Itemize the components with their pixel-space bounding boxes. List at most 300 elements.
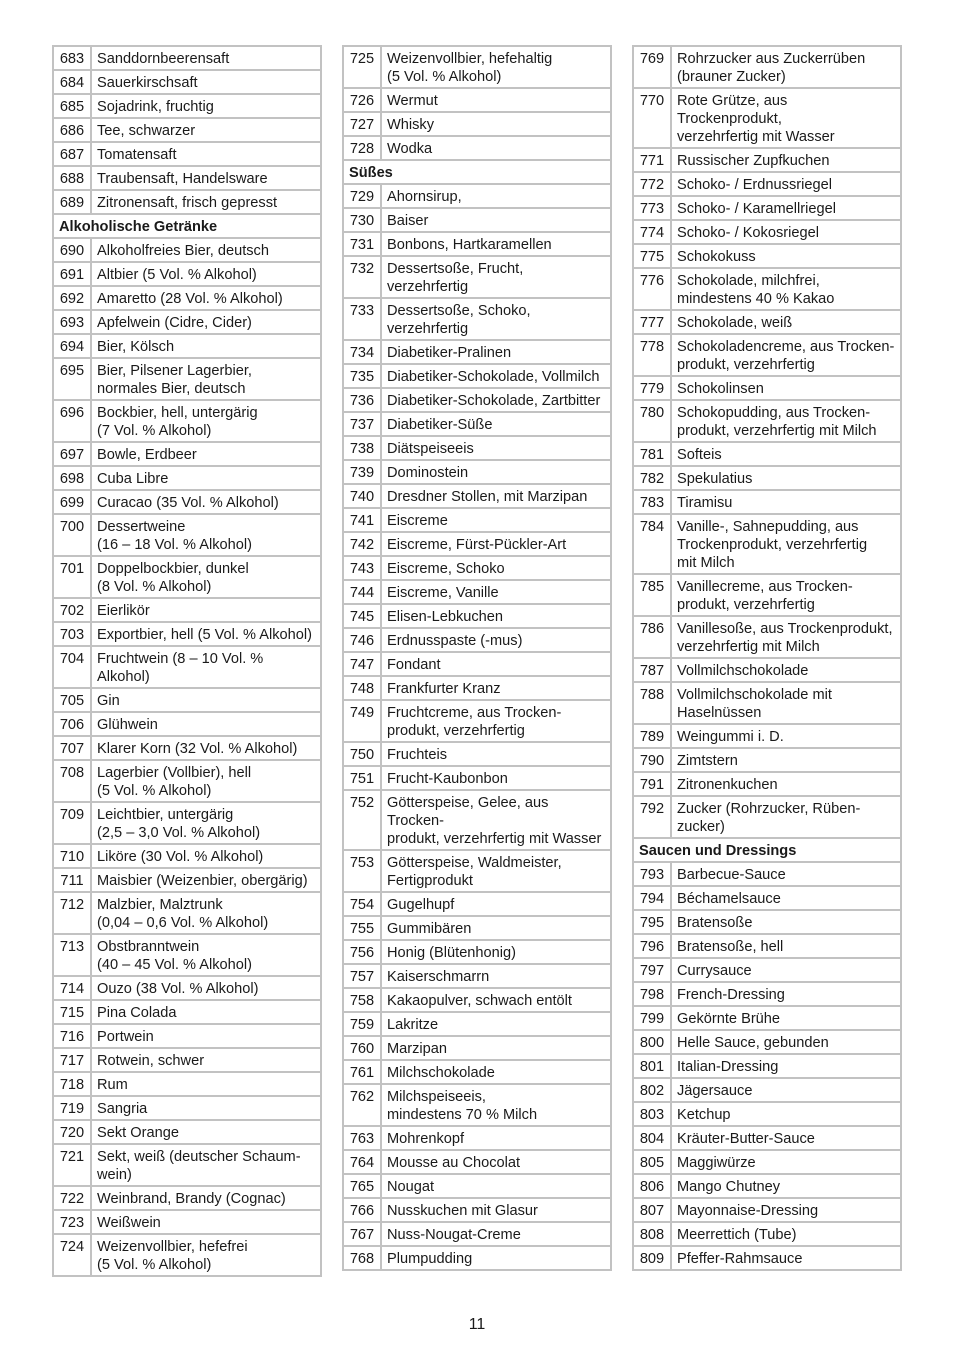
- table-row: [633, 1150, 901, 1174]
- item-name: Baiser: [381, 208, 611, 232]
- item-name: Rum: [91, 1072, 321, 1096]
- item-name: Portwein: [91, 1024, 321, 1048]
- table-row: [633, 376, 901, 400]
- item-number: 755: [343, 916, 381, 940]
- item-name: Dessertweine (16 – 18 Vol. % Alkohol): [91, 514, 321, 556]
- item-number: 743: [343, 556, 381, 580]
- table-row: [633, 1030, 901, 1054]
- food-table-1: [52, 45, 322, 1277]
- column-2: [342, 45, 612, 1271]
- item-number: 735: [343, 364, 381, 388]
- item-number: 764: [343, 1150, 381, 1174]
- item-number: 781: [633, 442, 671, 466]
- item-number: 805: [633, 1150, 671, 1174]
- table-row: [633, 1198, 901, 1222]
- table-row: [633, 1102, 901, 1126]
- item-number: 796: [633, 934, 671, 958]
- item-number: 753: [343, 850, 381, 892]
- item-number: 733: [343, 298, 381, 340]
- item-number: 683: [53, 46, 91, 70]
- table-row: [633, 268, 901, 310]
- item-number: 729: [343, 184, 381, 208]
- item-name: Bowle, Erdbeer: [91, 442, 321, 466]
- item-number: 724: [53, 1234, 91, 1276]
- item-name: Weizenvollbier, hefehaltig (5 Vol. % Alkohol): [381, 46, 611, 88]
- item-name: Russischer Zupfkuchen: [671, 148, 901, 172]
- table-row: [53, 802, 321, 844]
- table-row: [343, 580, 611, 604]
- table-row: [343, 1036, 611, 1060]
- table-row: [633, 196, 901, 220]
- table-row: [633, 982, 901, 1006]
- table-row: [633, 658, 901, 682]
- item-number: 797: [633, 958, 671, 982]
- item-number: 741: [343, 508, 381, 532]
- item-name: Schoko- / Kokosriegel: [671, 220, 901, 244]
- item-name: Diabetiker-Schokolade, Vollmilch: [381, 364, 611, 388]
- item-number: 749: [343, 700, 381, 742]
- table-row: [343, 112, 611, 136]
- item-number: 778: [633, 334, 671, 376]
- item-number: 744: [343, 580, 381, 604]
- item-name: Bier, Pilsener Lagerbier, normales Bier, deutsch: [91, 358, 321, 400]
- item-name: Dominostein: [381, 460, 611, 484]
- table-row: [633, 220, 901, 244]
- table-row: [53, 466, 321, 490]
- item-name: Frankfurter Kranz: [381, 676, 611, 700]
- table-row: [633, 310, 901, 334]
- item-number: 691: [53, 262, 91, 286]
- item-number: 740: [343, 484, 381, 508]
- item-name: Kräuter-Butter-Sauce: [671, 1126, 901, 1150]
- table-row: [343, 766, 611, 790]
- table-row: [53, 142, 321, 166]
- item-name: Gin: [91, 688, 321, 712]
- item-number: 802: [633, 1078, 671, 1102]
- table-row: [343, 436, 611, 460]
- item-number: 782: [633, 466, 671, 490]
- table-row: [53, 238, 321, 262]
- table-row: [53, 736, 321, 760]
- item-number: 794: [633, 886, 671, 910]
- item-number: 758: [343, 988, 381, 1012]
- item-name: Schokoladencreme, aus Trocken- produkt, verzehrfertig: [671, 334, 901, 376]
- item-number: 779: [633, 376, 671, 400]
- item-name: Klarer Korn (32 Vol. % Alkohol): [91, 736, 321, 760]
- item-name: Schokolinsen: [671, 376, 901, 400]
- table-row: [53, 844, 321, 868]
- table-row: [53, 286, 321, 310]
- item-number: 751: [343, 766, 381, 790]
- table-row: [53, 334, 321, 358]
- item-name: Apfelwein (Cidre, Cider): [91, 310, 321, 334]
- item-number: 723: [53, 1210, 91, 1234]
- item-name: Eiscreme, Vanille: [381, 580, 611, 604]
- item-name: Sauerkirschsaft: [91, 70, 321, 94]
- table-row: [343, 1222, 611, 1246]
- table-row: [633, 466, 901, 490]
- section-heading: Alkoholische Getränke: [53, 214, 321, 238]
- table-row: [53, 646, 321, 688]
- table-row: [343, 484, 611, 508]
- table-row: [633, 886, 901, 910]
- item-number: 692: [53, 286, 91, 310]
- table-row: [343, 508, 611, 532]
- table-row: [343, 916, 611, 940]
- item-name: Nuss-Nougat-Creme: [381, 1222, 611, 1246]
- item-name: Vollmilchschokolade: [671, 658, 901, 682]
- item-name: Bratensoße, hell: [671, 934, 901, 958]
- table-row: [343, 136, 611, 160]
- item-number: 739: [343, 460, 381, 484]
- item-number: 768: [343, 1246, 381, 1270]
- item-name: Lakritze: [381, 1012, 611, 1036]
- table-row: [343, 892, 611, 916]
- table-row: [53, 1096, 321, 1120]
- item-number: 776: [633, 268, 671, 310]
- table-row: [343, 604, 611, 628]
- item-name: Liköre (30 Vol. % Alkohol): [91, 844, 321, 868]
- item-name: Milchspeiseeis, mindestens 70 % Milch: [381, 1084, 611, 1126]
- item-number: 684: [53, 70, 91, 94]
- item-name: Eiscreme: [381, 508, 611, 532]
- item-name: Pfeffer-Rahmsauce: [671, 1246, 901, 1270]
- item-number: 696: [53, 400, 91, 442]
- item-number: 710: [53, 844, 91, 868]
- item-number: 689: [53, 190, 91, 214]
- item-name: Maggiwürze: [671, 1150, 901, 1174]
- table-row: [633, 88, 901, 148]
- item-number: 699: [53, 490, 91, 514]
- item-number: 784: [633, 514, 671, 574]
- table-row: [53, 1144, 321, 1186]
- item-name: Ketchup: [671, 1102, 901, 1126]
- item-number: 686: [53, 118, 91, 142]
- item-name: Doppelbockbier, dunkel (8 Vol. % Alkohol): [91, 556, 321, 598]
- table-row: [633, 1222, 901, 1246]
- item-number: 799: [633, 1006, 671, 1030]
- table-row: [633, 46, 901, 88]
- item-name: Vanille-, Sahnepudding, aus Trockenprodukt, verzehrfertig mit Milch: [671, 514, 901, 574]
- section-header-row: [53, 214, 321, 238]
- item-name: Alkoholfreies Bier, deutsch: [91, 238, 321, 262]
- item-number: 706: [53, 712, 91, 736]
- item-number: 806: [633, 1174, 671, 1198]
- table-row: [343, 232, 611, 256]
- item-name: Kakaopulver, schwach entölt: [381, 988, 611, 1012]
- item-number: 791: [633, 772, 671, 796]
- table-row: [633, 796, 901, 838]
- item-name: Fondant: [381, 652, 611, 676]
- item-name: Eiscreme, Schoko: [381, 556, 611, 580]
- table-row: [343, 850, 611, 892]
- table-row: [343, 298, 611, 340]
- table-row: [343, 964, 611, 988]
- item-number: 704: [53, 646, 91, 688]
- item-number: 775: [633, 244, 671, 268]
- item-name: French-Dressing: [671, 982, 901, 1006]
- item-number: 725: [343, 46, 381, 88]
- table-row: [633, 958, 901, 982]
- item-number: 719: [53, 1096, 91, 1120]
- item-name: Sojadrink, fruchtig: [91, 94, 321, 118]
- item-name: Vanillesoße, aus Trockenprodukt, verzehrfertig mit Milch: [671, 616, 901, 658]
- table-row: [633, 772, 901, 796]
- table-row: [53, 1186, 321, 1210]
- table-row: [53, 442, 321, 466]
- table-row: [343, 256, 611, 298]
- item-name: Mayonnaise-Dressing: [671, 1198, 901, 1222]
- item-name: Weinbrand, Brandy (Cognac): [91, 1186, 321, 1210]
- item-number: 746: [343, 628, 381, 652]
- table-row: [53, 262, 321, 286]
- item-name: Malzbier, Malztrunk (0,04 – 0,6 Vol. % Alkohol): [91, 892, 321, 934]
- item-name: Wermut: [381, 88, 611, 112]
- table-row: [53, 892, 321, 934]
- table-row: [633, 490, 901, 514]
- item-name: Weizenvollbier, hefefrei (5 Vol. % Alkohol): [91, 1234, 321, 1276]
- item-number: 792: [633, 796, 671, 838]
- item-name: Schoko- / Karamellriegel: [671, 196, 901, 220]
- table-row: [53, 1210, 321, 1234]
- item-number: 695: [53, 358, 91, 400]
- item-name: Erdnusspaste (-mus): [381, 628, 611, 652]
- item-name: Bockbier, hell, untergärig (7 Vol. % Alkohol): [91, 400, 321, 442]
- item-number: 748: [343, 676, 381, 700]
- table-row: [53, 1048, 321, 1072]
- item-name: Dessertsoße, Schoko, verzehrfertig: [381, 298, 611, 340]
- item-name: Rote Grütze, aus Trockenprodukt, verzehrfertig mit Wasser: [671, 88, 901, 148]
- table-row: [343, 1060, 611, 1084]
- table-row: [343, 1198, 611, 1222]
- table-row: [343, 700, 611, 742]
- item-name: Obstbranntwein (40 – 45 Vol. % Alkohol): [91, 934, 321, 976]
- item-name: Mousse au Chocolat: [381, 1150, 611, 1174]
- item-number: 765: [343, 1174, 381, 1198]
- table-row: [53, 1024, 321, 1048]
- item-number: 754: [343, 892, 381, 916]
- item-number: 803: [633, 1102, 671, 1126]
- item-number: 701: [53, 556, 91, 598]
- item-name: Rohrzucker aus Zuckerrüben (brauner Zucker): [671, 46, 901, 88]
- item-name: Weingummi i. D.: [671, 724, 901, 748]
- table-row: [53, 934, 321, 976]
- item-number: 788: [633, 682, 671, 724]
- table-row: [633, 748, 901, 772]
- section-heading: Süßes: [343, 160, 611, 184]
- table-row: [343, 388, 611, 412]
- item-name: Jägersauce: [671, 1078, 901, 1102]
- item-name: Sanddornbeerensaft: [91, 46, 321, 70]
- table-row: [343, 364, 611, 388]
- item-number: 795: [633, 910, 671, 934]
- item-name: Bonbons, Hartkaramellen: [381, 232, 611, 256]
- item-number: 734: [343, 340, 381, 364]
- item-number: 747: [343, 652, 381, 676]
- item-name: Glühwein: [91, 712, 321, 736]
- item-name: Diätspeiseeis: [381, 436, 611, 460]
- item-number: 789: [633, 724, 671, 748]
- item-number: 785: [633, 574, 671, 616]
- item-number: 790: [633, 748, 671, 772]
- table-row: [343, 1084, 611, 1126]
- item-number: 688: [53, 166, 91, 190]
- item-name: Ahornsirup,: [381, 184, 611, 208]
- item-name: Exportbier, hell (5 Vol. % Alkohol): [91, 622, 321, 646]
- item-name: Bier, Kölsch: [91, 334, 321, 358]
- item-name: Kaiserschmarrn: [381, 964, 611, 988]
- item-number: 750: [343, 742, 381, 766]
- item-name: Zimtstern: [671, 748, 901, 772]
- item-name: Cuba Libre: [91, 466, 321, 490]
- table-row: [633, 172, 901, 196]
- table-row: [633, 934, 901, 958]
- item-name: Vollmilchschokolade mit Haselnüssen: [671, 682, 901, 724]
- item-number: 798: [633, 982, 671, 1006]
- item-name: Gummibären: [381, 916, 611, 940]
- table-row: [343, 340, 611, 364]
- item-name: Götterspeise, Gelee, aus Trocken- produkt, verzehrfertig mit Wasser: [381, 790, 611, 850]
- item-name: Weißwein: [91, 1210, 321, 1234]
- item-number: 745: [343, 604, 381, 628]
- item-number: 703: [53, 622, 91, 646]
- item-number: 756: [343, 940, 381, 964]
- item-name: Gugelhupf: [381, 892, 611, 916]
- item-name: Traubensaft, Handelsware: [91, 166, 321, 190]
- item-name: Pina Colada: [91, 1000, 321, 1024]
- item-number: 727: [343, 112, 381, 136]
- table-row: [343, 412, 611, 436]
- item-name: Fruchtcreme, aus Trocken- produkt, verzehrfertig: [381, 700, 611, 742]
- table-row: [53, 868, 321, 892]
- item-name: Helle Sauce, gebunden: [671, 1030, 901, 1054]
- item-number: 808: [633, 1222, 671, 1246]
- item-number: 687: [53, 142, 91, 166]
- item-name: Honig (Blütenhonig): [381, 940, 611, 964]
- item-name: Nusskuchen mit Glasur: [381, 1198, 611, 1222]
- item-name: Elisen-Lebkuchen: [381, 604, 611, 628]
- table-row: [633, 1054, 901, 1078]
- item-number: 722: [53, 1186, 91, 1210]
- item-name: Schokokuss: [671, 244, 901, 268]
- item-name: Whisky: [381, 112, 611, 136]
- item-name: Altbier (5 Vol. % Alkohol): [91, 262, 321, 286]
- item-number: 720: [53, 1120, 91, 1144]
- table-row: [53, 598, 321, 622]
- table-row: [53, 1072, 321, 1096]
- table-row: [343, 184, 611, 208]
- item-number: 801: [633, 1054, 671, 1078]
- item-number: 763: [343, 1126, 381, 1150]
- table-row: [633, 574, 901, 616]
- table-row: [343, 1246, 611, 1270]
- item-number: 767: [343, 1222, 381, 1246]
- table-row: [53, 760, 321, 802]
- table-row: [633, 334, 901, 376]
- item-name: Sekt, weiß (deutscher Schaum- wein): [91, 1144, 321, 1186]
- item-name: Tee, schwarzer: [91, 118, 321, 142]
- item-number: 773: [633, 196, 671, 220]
- item-name: Barbecue-Sauce: [671, 862, 901, 886]
- item-name: Nougat: [381, 1174, 611, 1198]
- table-row: [343, 676, 611, 700]
- table-row: [343, 88, 611, 112]
- table-row: [53, 46, 321, 70]
- item-name: Béchamelsauce: [671, 886, 901, 910]
- table-row: [633, 910, 901, 934]
- table-row: [633, 148, 901, 172]
- item-number: 707: [53, 736, 91, 760]
- item-number: 714: [53, 976, 91, 1000]
- item-name: Tomatensaft: [91, 142, 321, 166]
- item-number: 728: [343, 136, 381, 160]
- table-row: [343, 940, 611, 964]
- item-number: 752: [343, 790, 381, 850]
- table-row: [343, 208, 611, 232]
- item-name: Dresdner Stollen, mit Marzipan: [381, 484, 611, 508]
- table-row: [343, 556, 611, 580]
- table-row: [343, 460, 611, 484]
- table-row: [53, 622, 321, 646]
- item-name: Fruchtwein (8 – 10 Vol. % Alkohol): [91, 646, 321, 688]
- column-1: [52, 45, 322, 1277]
- item-number: 709: [53, 802, 91, 844]
- item-name: Sekt Orange: [91, 1120, 321, 1144]
- item-number: 716: [53, 1024, 91, 1048]
- item-name: Sangria: [91, 1096, 321, 1120]
- item-number: 769: [633, 46, 671, 88]
- item-name: Zitronensaft, frisch gepresst: [91, 190, 321, 214]
- table-row: [343, 532, 611, 556]
- item-name: Dessertsoße, Frucht, verzehrfertig: [381, 256, 611, 298]
- item-name: Götterspeise, Waldmeister, Fertigprodukt: [381, 850, 611, 892]
- table-row: [343, 652, 611, 676]
- item-number: 772: [633, 172, 671, 196]
- item-name: Wodka: [381, 136, 611, 160]
- item-name: Currysauce: [671, 958, 901, 982]
- table-row: [343, 790, 611, 850]
- table-row: [633, 1246, 901, 1270]
- item-number: 705: [53, 688, 91, 712]
- food-table-3: [632, 45, 902, 1271]
- item-number: 807: [633, 1198, 671, 1222]
- item-number: 721: [53, 1144, 91, 1186]
- table-row: [343, 1174, 611, 1198]
- item-name: Eierlikör: [91, 598, 321, 622]
- table-row: [633, 442, 901, 466]
- item-name: Rotwein, schwer: [91, 1048, 321, 1072]
- table-row: [343, 628, 611, 652]
- item-number: 757: [343, 964, 381, 988]
- item-number: 694: [53, 334, 91, 358]
- section-heading: Saucen und Dressings: [633, 838, 901, 862]
- item-number: 777: [633, 310, 671, 334]
- item-number: 702: [53, 598, 91, 622]
- item-name: Zitronenkuchen: [671, 772, 901, 796]
- table-row: [343, 988, 611, 1012]
- item-name: Softeis: [671, 442, 901, 466]
- table-row: [53, 118, 321, 142]
- table-row: [633, 1006, 901, 1030]
- item-number: 736: [343, 388, 381, 412]
- table-row: [633, 682, 901, 724]
- table-row: [53, 976, 321, 1000]
- item-number: 787: [633, 658, 671, 682]
- table-row: [53, 94, 321, 118]
- table-row: [633, 724, 901, 748]
- item-name: Italian-Dressing: [671, 1054, 901, 1078]
- item-number: 713: [53, 934, 91, 976]
